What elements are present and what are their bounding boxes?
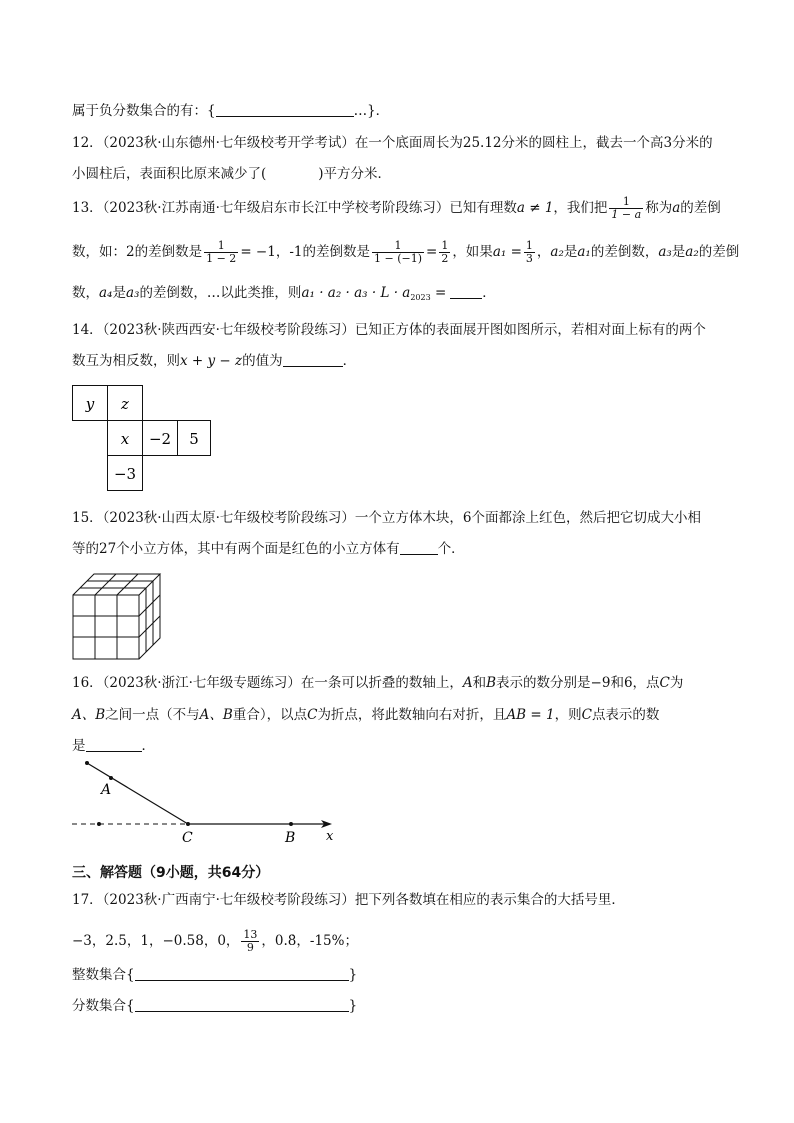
net-label-5: 5 — [189, 430, 199, 448]
fraction-set-line: 分数集合{ } — [72, 998, 358, 1014]
answer-blank[interactable] — [400, 540, 438, 555]
q16-line1: 16．（2023秋·浙江·七年级专题练习）在一条可以折叠的数轴上，A和B表示的数分别是−9和6，点C为 — [72, 675, 684, 691]
fraction: $\frac{13}{9}$ — [243, 928, 258, 954]
q16-line3: 是 ． — [72, 738, 155, 754]
net-label-neg3: −3 — [113, 465, 137, 483]
q13-line1: 13．（2023秋·江苏南通·七年级启东市长江中学校考阶段练习）已知有理数a ≠ 1，我们把 $\frac{1}{1 - a}$ 称为a的差倒 — [72, 195, 721, 221]
fraction: $\frac{1}{2}$ — [441, 239, 449, 265]
q15-line2: 等的27个小立方体，其中有两个面是红色的小立方体有 个． — [72, 541, 465, 557]
q14-line1: 14．（2023秋·陕西西安·七年级校考阶段练习）已知正方体的表面展开图如图所示，若相对面上标有的两个 — [72, 322, 706, 338]
fraction: $\frac{1}{1 - a}$ — [611, 195, 642, 221]
net-label-z: z — [121, 395, 129, 413]
point-C — [186, 822, 190, 826]
point-fold-end — [85, 761, 89, 765]
q12-line2: 小圆柱后，表面积比原来减少了( )平方分米． — [72, 166, 392, 182]
fraction-set-blank[interactable] — [135, 997, 349, 1012]
q14-line2: 数互为相反数，则x + y − z的值为 ． — [72, 353, 357, 369]
label-x: x — [326, 829, 334, 844]
q12-line1: 12．（2023秋·山东德州·七年级校考开学考试）在一个底面周长为25.12分米的圆柱上，截去一个高3分米的 — [72, 135, 713, 151]
q15-line1: 15．（2023秋·山西太原·七年级校考阶段练习）一个立方体木块，6个面都涂上红色，然后把它切成大小相 — [72, 510, 701, 526]
net-label-y: y — [85, 395, 95, 413]
fraction: $\frac{1}{1 - (-1)}$ — [373, 239, 422, 265]
answer-blank[interactable] — [216, 102, 354, 117]
answer-blank[interactable] — [450, 284, 482, 299]
label-C: C — [182, 830, 193, 846]
point-A — [109, 776, 113, 780]
q13-line3: 数，a₄是a₃的差倒数，…以此类推，则$a_1 \cdot a_2 \cdot a_3 \cdot L \cdot a_{2023}$ = ． — [72, 285, 496, 302]
integer-set-blank[interactable] — [135, 966, 349, 981]
net-label-x: x — [120, 430, 130, 448]
label-A: A — [101, 782, 112, 798]
integer-set-line: 整数集合{ } — [72, 967, 358, 983]
label-B: B — [285, 830, 296, 846]
fraction: $\frac{1}{3}$ — [525, 239, 533, 265]
q17-line1: 17．（2023秋·广西南宁·七年级校考阶段练习）把下列各数填在相应的表示集合的大括号里． — [72, 892, 625, 908]
net-label-neg2: −2 — [148, 430, 172, 448]
q16-line2: A、B之间一点（不与A、B重合），以点C为折点，将此数轴向右对折，且AB = 1，则C点表示的数 — [72, 707, 660, 723]
fraction: $\frac{1}{1 - 2}$ — [206, 239, 237, 265]
folded-number-line-figure — [70, 758, 350, 848]
point-dashed-left — [97, 822, 101, 826]
rubik-cube-figure — [72, 573, 168, 661]
q17-numbers: −3，2.5，1，−0.58，0， $\frac{13}{9}$ ，0.8̇，-15%； — [72, 928, 358, 954]
q11-negative-fraction-line: 属于负分数集合的有：{ …}． — [72, 103, 390, 119]
point-B — [289, 822, 293, 826]
answer-blank[interactable] — [283, 352, 343, 367]
cube-net-figure — [72, 385, 212, 491]
section-heading: 三、解答题（9小题，共64分） — [72, 865, 270, 881]
answer-blank[interactable] — [86, 737, 142, 752]
q13-line2: 数，如：2的差倒数是 $\frac{1}{1 - 2}$ = −1，-1的差倒数是 $\frac{1}{1 - (-1)}$ = $\frac{1}{2}$ ，如果a₁ = $\frac{1}{3}$ ，a₂是a₁的差倒数，a₃是a₂的差倒 — [72, 239, 740, 265]
